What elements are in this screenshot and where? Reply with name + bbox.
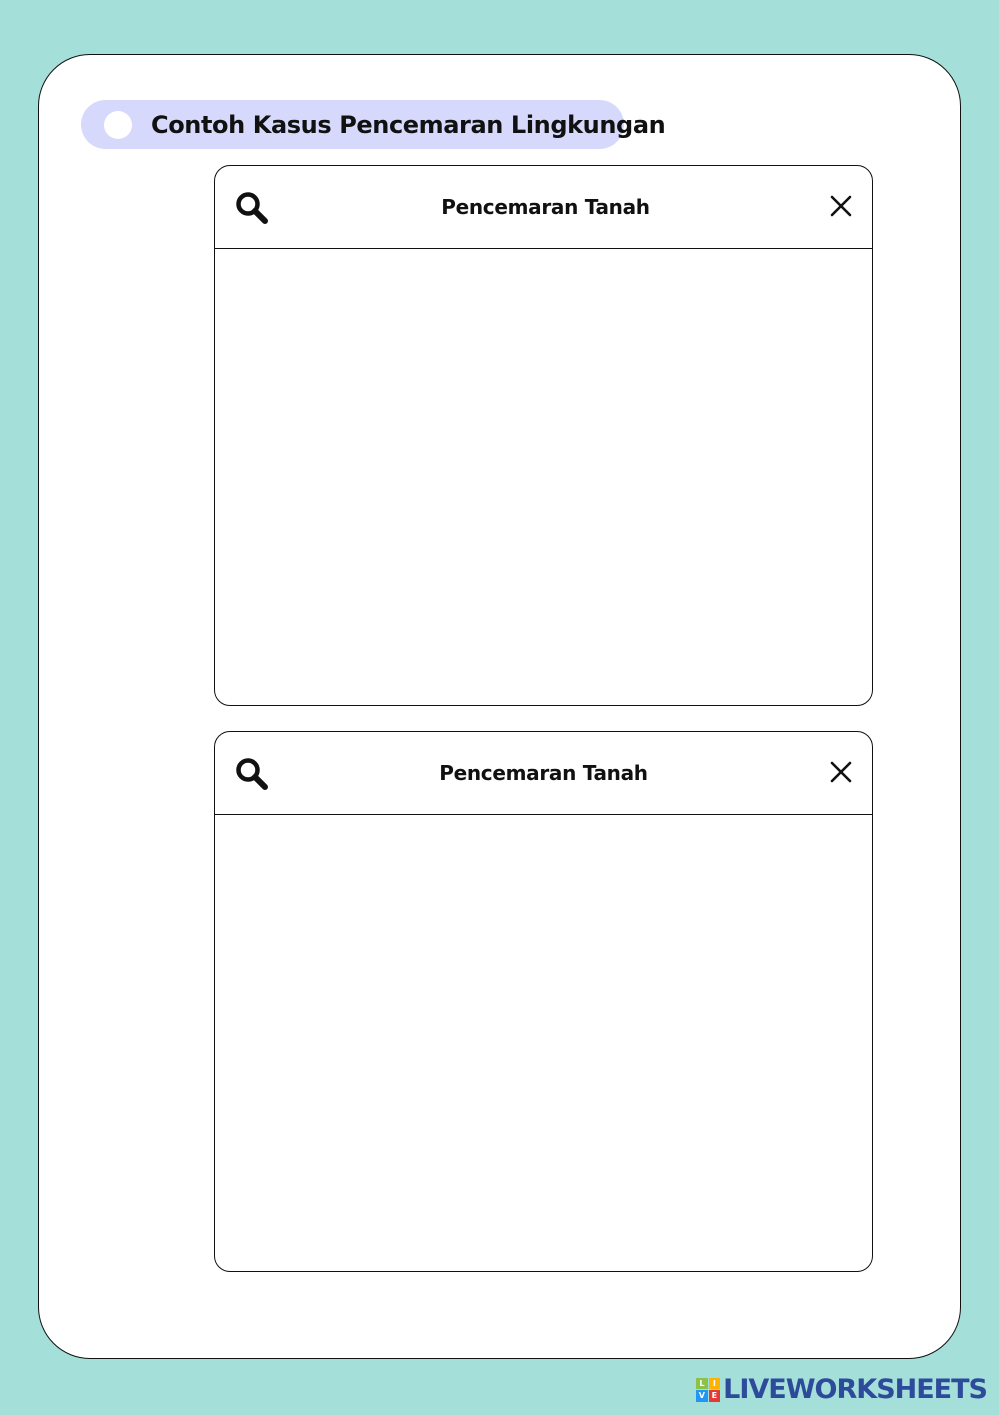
close-icon[interactable]: [829, 194, 853, 218]
logo-tile: L: [696, 1378, 708, 1390]
close-icon[interactable]: [829, 760, 853, 784]
search-window-1: [214, 165, 873, 706]
window-header: [215, 732, 872, 815]
search-window-2: [214, 731, 873, 1272]
window-title: Pencemaran Tanah: [439, 761, 648, 785]
logo-tile: I: [709, 1378, 721, 1390]
window-title: Pencemaran Tanah: [441, 195, 650, 219]
liveworksheets-brand[interactable]: [696, 1374, 987, 1405]
logo-tile: V: [696, 1390, 708, 1402]
section-title-pill: [81, 100, 666, 149]
liveworksheets-logo-icon: [696, 1378, 720, 1402]
answer-area[interactable]: [215, 815, 872, 1269]
section-title: Contoh Kasus Pencemaran Lingkungan: [151, 110, 666, 139]
brand-name: LIVEWORKSHEETS: [723, 1374, 987, 1405]
answer-area[interactable]: [215, 249, 872, 703]
bullet-dot: [104, 111, 132, 139]
logo-tile: E: [709, 1390, 721, 1402]
window-header: [215, 166, 872, 249]
